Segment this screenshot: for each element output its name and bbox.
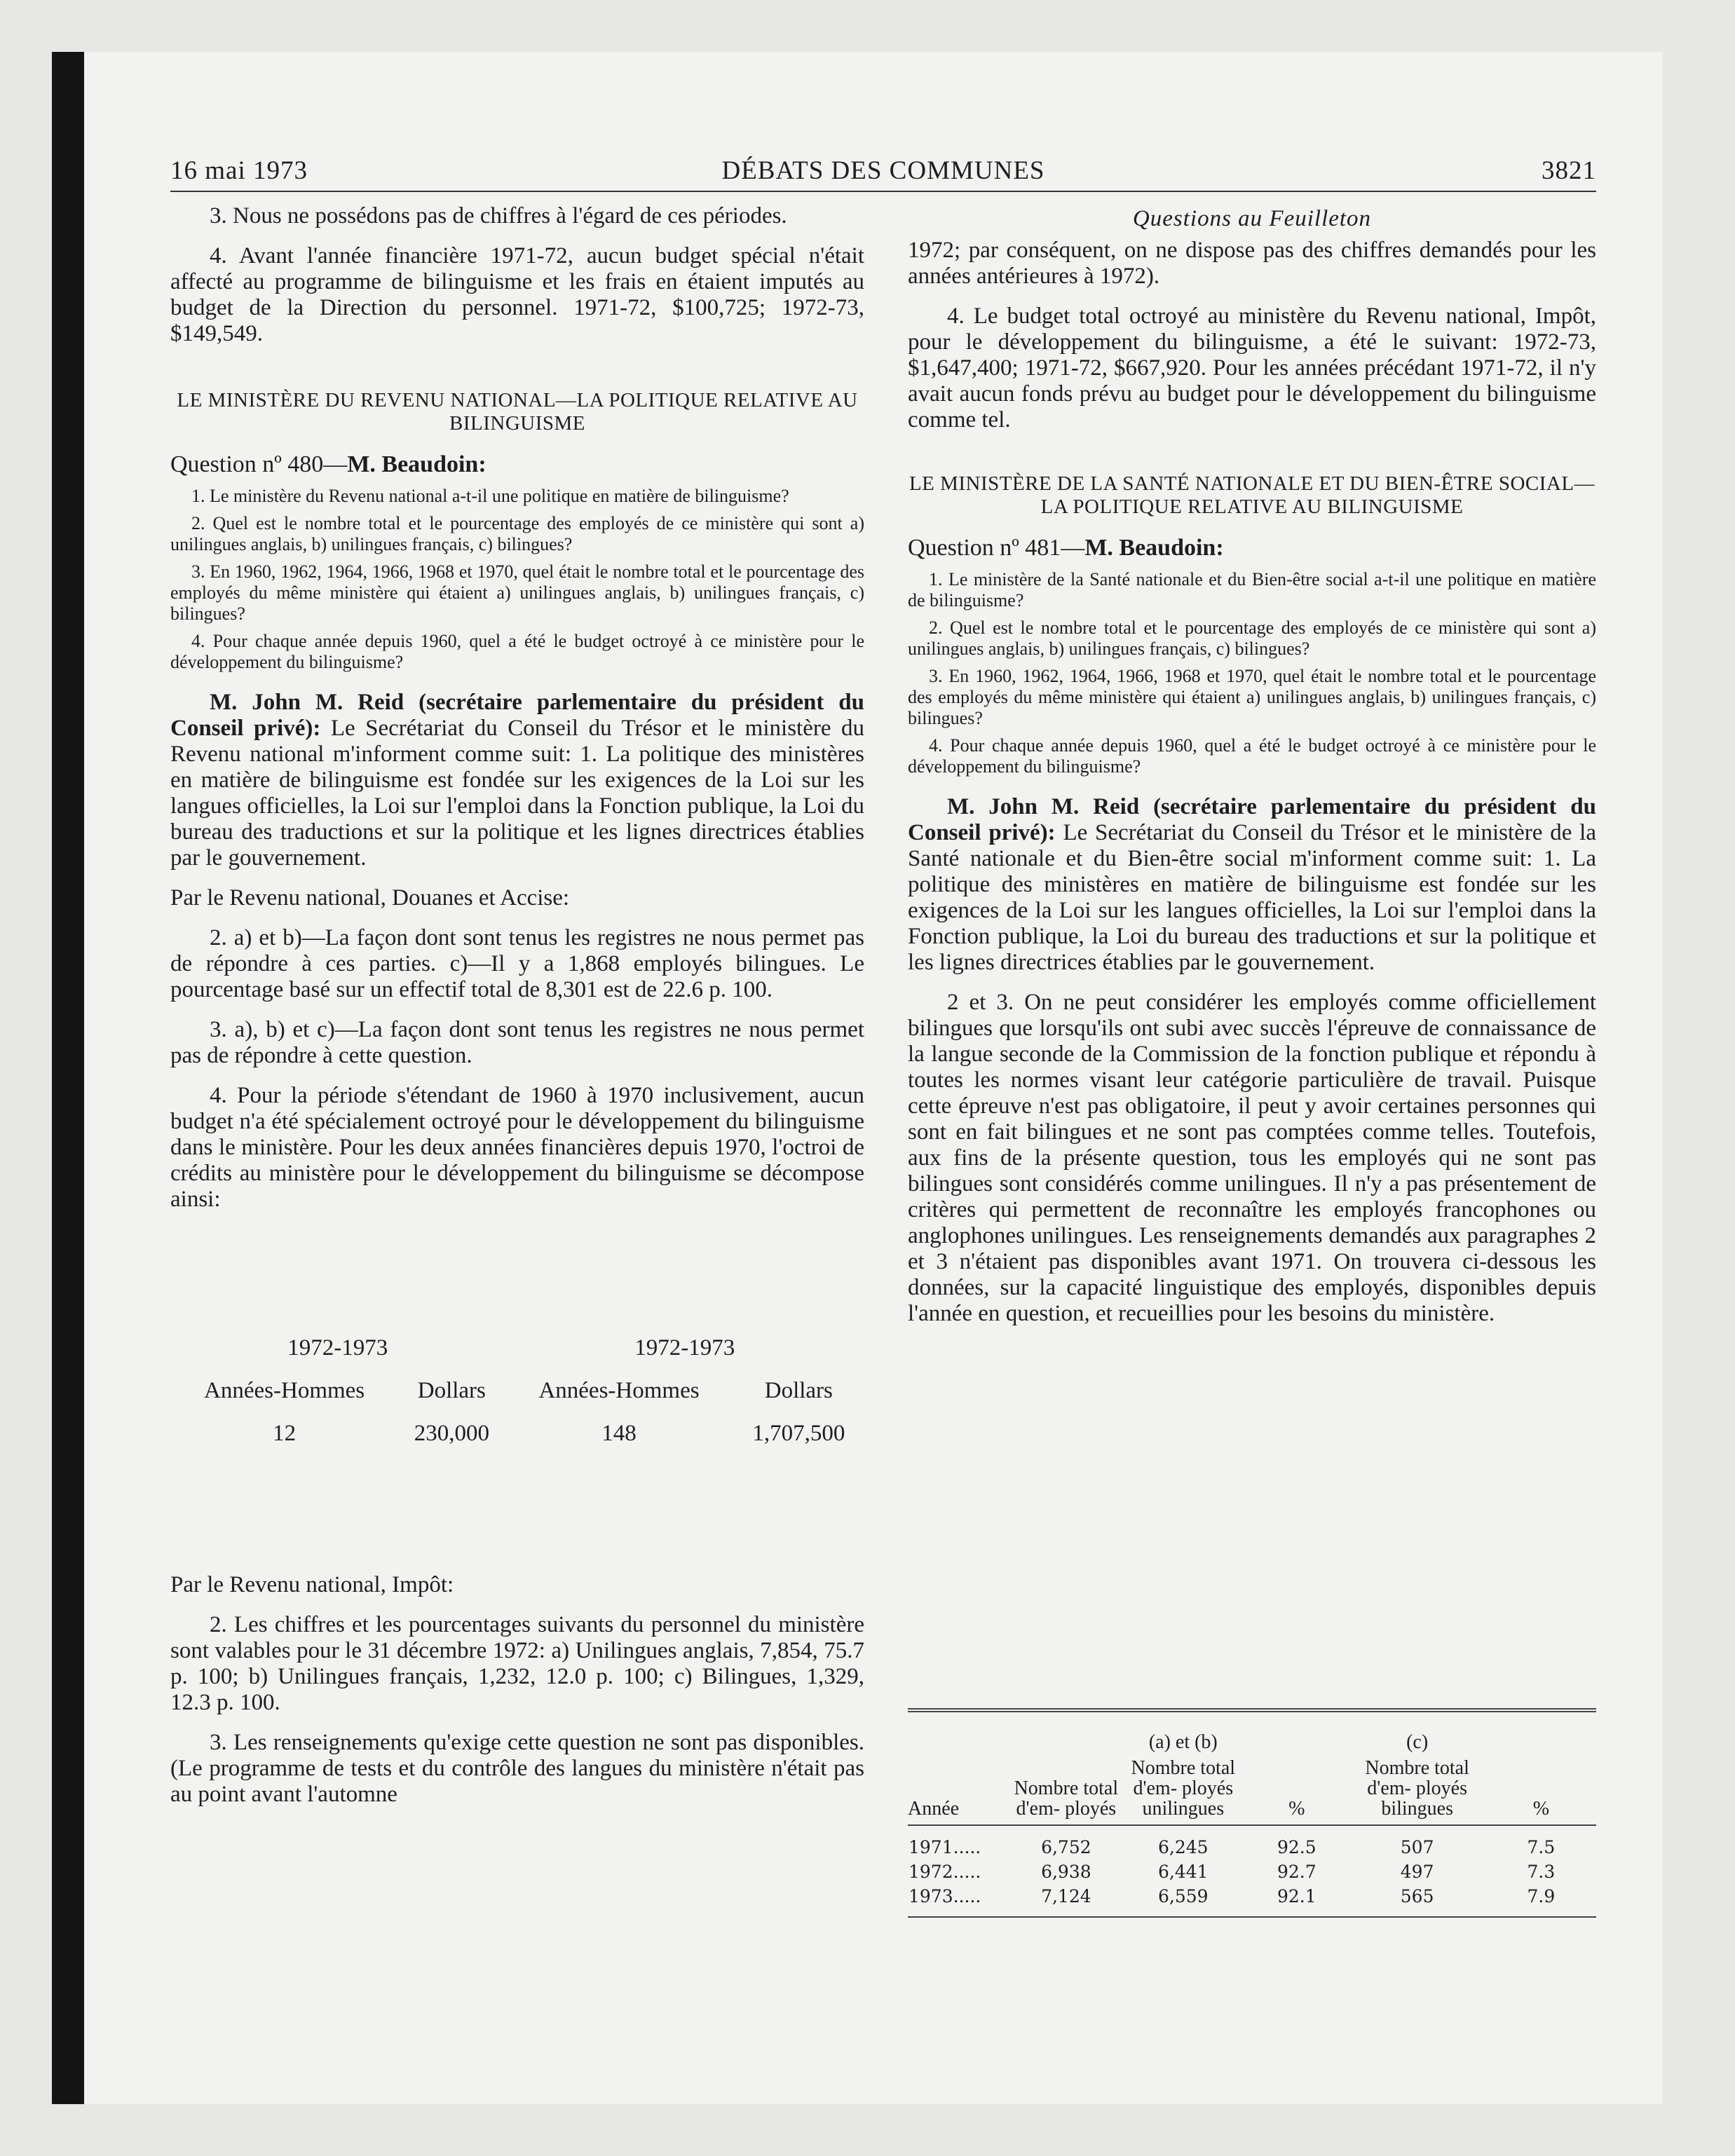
table-cell: 92.1 [1245, 1884, 1348, 1917]
table-cell: 7.9 [1486, 1884, 1596, 1917]
question-item: 4. Pour chaque année depuis 1960, quel a été le budget octroyé à ce ministère pour le développement du bilinguisme? [170, 631, 864, 672]
paragraph: 4. Le budget total octroyé au ministère du Revenu national, Impôt, pour le développement du bilinguisme, a été le suivant: 1972-73, $1,647,400; 1971-72, $667,920. Pour les années précédant 1971-72, il n'y avait aucun fonds prévu au budget pour le développement du bilinguisme comme tel. [908, 303, 1596, 432]
table-cell: 92.5 [1245, 1825, 1348, 1860]
question-item: 3. En 1960, 1962, 1964, 1966, 1968 et 1970, quel était le nombre total et le pourcentage des employés du même ministère qui étaient a) unilingues anglais, b) unilingues français, c) bilingues? [908, 666, 1596, 728]
table-cell: 230,000 [414, 1421, 489, 1446]
question-item: 2. Quel est le nombre total et le pourcentage des employés de ce ministère qui sont a) unilingues anglais, b) unilingues français, c) bilingues? [908, 618, 1596, 659]
question-number: Question nº 480— [170, 451, 348, 477]
table-cell: 1972..... [909, 1862, 981, 1882]
question-item: 1. Le ministère du Revenu national a-t-il une politique en matière de bilinguisme? [191, 486, 789, 506]
table-cell: 1,707,500 [752, 1421, 845, 1446]
question-heading [170, 451, 864, 479]
question-item: 4. Pour chaque année depuis 1960, quel a été le budget octroyé à ce ministère pour le développement du bilinguisme? [908, 735, 1596, 777]
question-item: 1. Le ministère de la Santé nationale et du Bien-être social a-t-il une politique en matière de bilinguisme? [908, 569, 1596, 610]
paragraph: 3. Les renseignements qu'exige cette question ne sont pas disponibles. (Le programme de tests et du contrôle des langues du ministère n'était pas au point avant l'automne [170, 1730, 864, 1807]
group-header-ab: (a) et (b) [1148, 1731, 1218, 1753]
paragraph: 2. Les chiffres et les pourcentages suivants du personnel du ministère sont valables pour le 31 décembre 1972: a) Unilingues anglais, 7,854, 75.7 p. 100; b) Unilingues français, 1,232, 12.0 p. 100; c) Bilingues, 1,329, 12.3 p. 100. [170, 1612, 864, 1715]
table-cell: 565 [1348, 1884, 1485, 1917]
budget-year: 1972-1973 [634, 1335, 735, 1360]
table-cell: 1973..... [908, 1884, 1011, 1917]
paragraph: Par le Revenu national, Douanes et Accise: [170, 885, 570, 910]
budget-year: 1972-1973 [287, 1335, 388, 1360]
budget-table [170, 1335, 864, 1464]
paragraph: 1972; par conséquent, on ne dispose pas des chiffres demandés pour les années antérieures à 1972). [908, 238, 1596, 289]
right-column [908, 206, 1596, 1341]
table-cell: 7,124 [1011, 1884, 1121, 1917]
column-header: Nombre total d'em- ployés bilingues [1365, 1757, 1469, 1820]
table-cell: 1971..... [908, 1825, 1011, 1860]
answer-text: Le Secrétariat du Conseil du Trésor et le ministère du Revenu national m'informent comme suit: 1. La politique des ministères en matière de bilinguisme est fondée sur les exigences de la Loi sur les langues officielles, la Loi sur l'emploi dans la Fonction publique, la Loi du bureau des traductions et sur la politique et les lignes directrices établies par le gouvernement. [170, 716, 864, 871]
table-cell: 7.5 [1486, 1825, 1596, 1860]
section-heading: LE MINISTÈRE DU REVENU NATIONAL—LA POLITIQUE RELATIVE AU BILINGUISME [177, 389, 858, 435]
table-cell: 148 [601, 1421, 637, 1446]
table-row [908, 1884, 1596, 1917]
question-number: Question nº 481— [908, 535, 1085, 561]
scan-edge-shadow [52, 52, 84, 2104]
column-header: Dollars [764, 1378, 833, 1403]
table-row [908, 1860, 1596, 1884]
column-header: Année [908, 1798, 960, 1820]
paragraph: 4. Avant l'année financière 1971-72, aucun budget spécial n'était affecté au programme de bilinguisme et les frais en étaient imputés au budget de la Direction du personnel. 1971-72, $100,725; 1972-73, $149,549. [170, 243, 864, 346]
column-header: Nombre total d'em- ployés unilingues [1131, 1757, 1236, 1820]
column-header: % [1288, 1798, 1305, 1820]
column-header: % [1532, 1798, 1550, 1820]
question-item: 2. Quel est le nombre total et le pourcentage des employés de ce ministère qui sont a) unilingues anglais, b) unilingues français, c) bilingues? [170, 513, 864, 554]
running-caption: Questions au Feuilleton [1132, 206, 1372, 231]
table-cell: 92.7 [1277, 1862, 1316, 1882]
answer-paragraph [170, 690, 864, 871]
column-header: Années-Hommes [204, 1378, 365, 1403]
header-date: 16 mai 1973 [170, 156, 308, 185]
speaker-name: M. John M. Reid (secrétaire parlementaire du président du Conseil privé): [908, 794, 1596, 845]
table-cell: 507 [1348, 1825, 1485, 1860]
table-cell: 12 [273, 1421, 297, 1446]
group-header-c: (c) [1406, 1731, 1429, 1753]
table-cell: 6,752 [1011, 1825, 1121, 1860]
page-header [170, 156, 1596, 192]
section-heading: LE MINISTÈRE DE LA SANTÉ NATIONALE ET DU BIEN-ÊTRE SOCIAL—LA POLITIQUE RELATIVE AU BILINGUISME [909, 472, 1595, 518]
paragraph: 2. a) et b)—La façon dont sont tenus les registres ne nous permet pas de répondre à ces parties. c)—Il y a 1,868 employés bilingues. Le pourcentage basé sur un effectif total de 8,301 est de 22.6 p. 100. [170, 925, 864, 1002]
table-row [908, 1825, 1596, 1860]
question-author: M. Beaudoin: [347, 451, 487, 477]
table-cell: 7.3 [1527, 1862, 1556, 1882]
paragraph: 3. a), b) et c)—La façon dont sont tenus les registres ne nous permet pas de répondre à cette question. [170, 1017, 864, 1068]
answer-text: Le Secrétariat du Conseil du Trésor et le ministère de la Santé nationale et du Bien-être social m'informent comme suit: 1. La politique des ministères en matière de bilinguisme est fondée sur les exigences de la Loi sur les langues officielles, la Loi sur l'emploi dans la Fonction publique, la Loi du bureau des traductions et sur la politique et les lignes directrices établies par le gouvernement. [908, 820, 1596, 975]
question-item: 3. En 1960, 1962, 1964, 1966, 1968 et 1970, quel était le nombre total et le pourcentage des employés du même ministère qui étaient a) unilingues anglais, b) unilingues français, c) bilingues? [170, 561, 864, 624]
question-author: M. Beaudoin: [1084, 535, 1224, 561]
paragraph: 2 et 3. On ne peut considérer les employés comme officiellement bilingues que lorsqu'ils ont subi avec succès l'épreuve de connaissance de la langue seconde de la Commission de la fonction publique et répondu à toutes les normes visant leur catégorie particulière de travail. Puisque cette épreuve n'est pas obligatoire, il peut y avoir certaines personnes qui sont en fait bilingues et ne sont pas comptées comme telles. Toutefois, aux fins de la présente question, tous les employés qui ne sont pas bilingues sont considérés comme unilingues. Il n'y a pas présentement de critères qui permettent de reconnaître les employés francophones ou anglophones unilingues. Les renseignements demandés aux paragraphes 2 et 3 n'étaient pas disponibles avant 1971. On trouvera ci-dessous les données, sur la capacité linguistique des employés, disponibles depuis l'année en question, et recueillies pour les besoins du ministère. [908, 990, 1596, 1326]
header-title: DÉBATS DES COMMUNES [721, 156, 1045, 185]
left-column [170, 203, 864, 1822]
language-capacity-table [908, 1708, 1596, 1918]
column-header: Dollars [417, 1378, 486, 1403]
question-heading [908, 534, 1596, 562]
paragraph: Par le Revenu national, Impôt: [170, 1572, 454, 1597]
column-header: Années-Hommes [538, 1378, 700, 1403]
answer-paragraph [908, 794, 1596, 976]
table-cell: 497 [1400, 1862, 1434, 1882]
paragraph: 3. Nous ne possédons pas de chiffres à l'égard de ces périodes. [210, 203, 787, 228]
table-cell: 6,559 [1121, 1884, 1245, 1917]
table-cell: 6,938 [1041, 1862, 1091, 1882]
speaker-name: M. John M. Reid (secrétaire parlementaire du président du Conseil privé): [170, 690, 864, 741]
column-header: Nombre total d'em- ployés [1014, 1778, 1119, 1820]
table-cell: 6,245 [1121, 1825, 1245, 1860]
table-cell: 6,441 [1157, 1862, 1209, 1882]
header-page-number: 3821 [1542, 156, 1596, 185]
paragraph: 4. Pour la période s'étendant de 1960 à 1970 inclusivement, aucun budget n'a été spécialement octroyé pour le développement du bilinguisme dans le ministère. Pour les deux années financières depuis 1970, l'octroi de crédits au ministère pour le développement du bilinguisme se décompose ainsi: [170, 1083, 864, 1212]
